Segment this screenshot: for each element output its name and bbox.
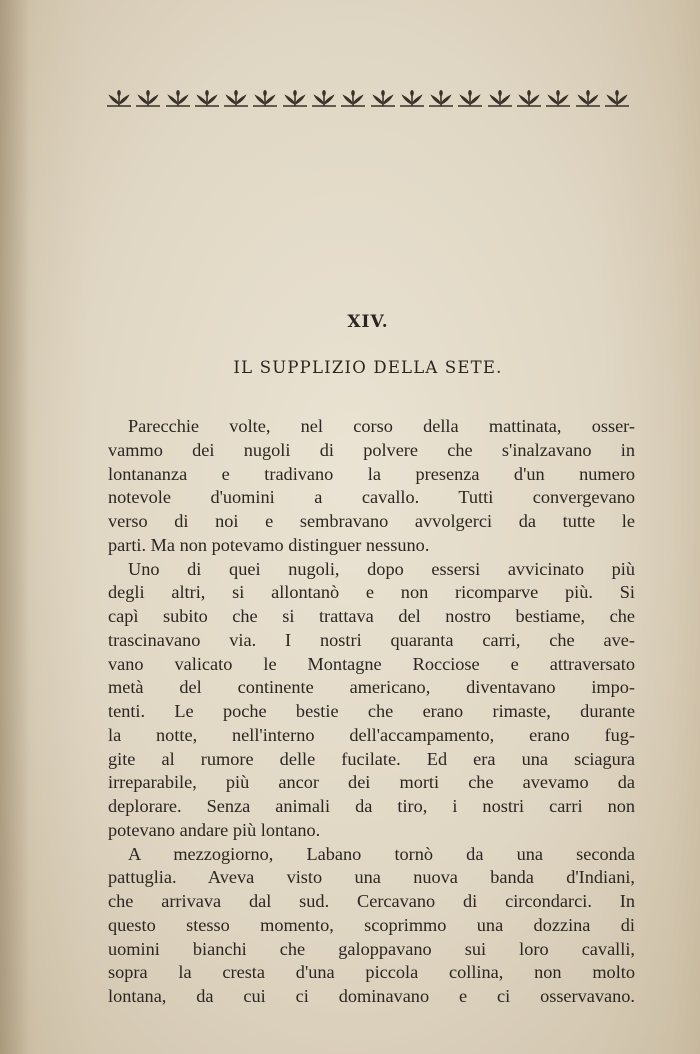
- text-line: sopra la cresta d'una piccola collina, non molto: [108, 962, 635, 983]
- text-line: trascinavano via. I nostri quaranta carri, che ave-: [108, 629, 635, 650]
- text-line: potevano andare più lontano.: [108, 819, 321, 840]
- leaf-sprig-icon: [399, 88, 425, 108]
- chapter-number: XIV.: [347, 312, 389, 332]
- text-line: A mezzogiorno, Labano tornò da una seconda: [128, 843, 635, 864]
- leaf-sprig-icon: [252, 88, 278, 108]
- leaf-sprig-icon: [340, 88, 366, 108]
- text-line: vano valicato le Montagne Rocciose e attraversato: [108, 653, 635, 674]
- leaf-sprig-icon: [106, 88, 132, 108]
- leaf-sprig-icon: [516, 88, 542, 108]
- text-line: metà del continente americano, diventavano impo-: [108, 677, 635, 698]
- leaf-sprig-icon: [282, 88, 308, 108]
- text-line: questo stesso momento, scoprimmo una dozzina di: [108, 914, 635, 935]
- text-line: tenti. Le poche bestie che erano rimaste, durante: [108, 701, 635, 721]
- ornamental-border: [106, 84, 630, 108]
- leaf-sprig-icon: [135, 88, 161, 108]
- leaf-sprig-icon: [604, 88, 630, 108]
- chapter-title: IL SUPPLIZIO DELLA SETE.: [233, 358, 503, 377]
- text-line: Uno di quei nugoli, dopo essersi avvicinato più: [128, 558, 635, 579]
- text-line: irreparabile, più ancor dei morti che avevamo da: [108, 772, 635, 793]
- leaf-sprig-icon: [311, 88, 337, 108]
- text-line: lontana, da cui ci dominavano e ci osservavano.: [108, 986, 635, 1006]
- leaf-sprig-icon: [428, 88, 454, 108]
- leaf-sprig-icon: [487, 88, 513, 108]
- leaf-sprig-icon: [194, 88, 220, 108]
- leaf-sprig-icon: [457, 88, 483, 108]
- text-line: notevole d'uomini a cavallo. Tutti convergevano: [108, 487, 635, 508]
- text-line: parti. Ma non potevamo distinguer nessuno.: [108, 534, 430, 555]
- page-edge-shadow: [0, 0, 30, 1054]
- text-line: che arrivava dal sud. Cercavano di circondarci. In: [108, 891, 635, 911]
- leaf-sprig-icon: [165, 88, 191, 108]
- leaf-sprig-icon: [545, 88, 571, 108]
- text-line: verso di noi e sembravano avvolgerci da tutte le: [108, 511, 635, 531]
- text-line: Parecchie volte, nel corso della mattinata, osser-: [128, 416, 635, 436]
- chapter-body: [108, 415, 635, 1009]
- text-line: pattuglia. Aveva visto una nuova banda d'Indiani,: [108, 867, 635, 888]
- text-line: deplorare. Senza animali da tiro, i nostri carri non: [108, 796, 635, 816]
- leaf-sprig-icon: [223, 88, 249, 108]
- text-line: capì subito che si trattava del nostro bestiame, che: [108, 606, 635, 626]
- leaf-sprig-icon: [575, 88, 601, 108]
- text-line: vammo dei nugoli di polvere che s'inalzavano in: [108, 439, 635, 460]
- text-line: gite al rumore delle fucilate. Ed era una sciagura: [108, 748, 635, 769]
- text-line: uomini bianchi che galoppavano sui loro cavalli,: [108, 938, 635, 959]
- text-line: degli altri, si allontanò e non ricomparve più. Si: [108, 582, 635, 603]
- leaf-sprig-icon: [370, 88, 396, 108]
- text-line: lontananza e tradivano la presenza d'un numero: [108, 463, 635, 484]
- text-line: la notte, nell'interno dell'accampamento, erano fug-: [108, 724, 635, 745]
